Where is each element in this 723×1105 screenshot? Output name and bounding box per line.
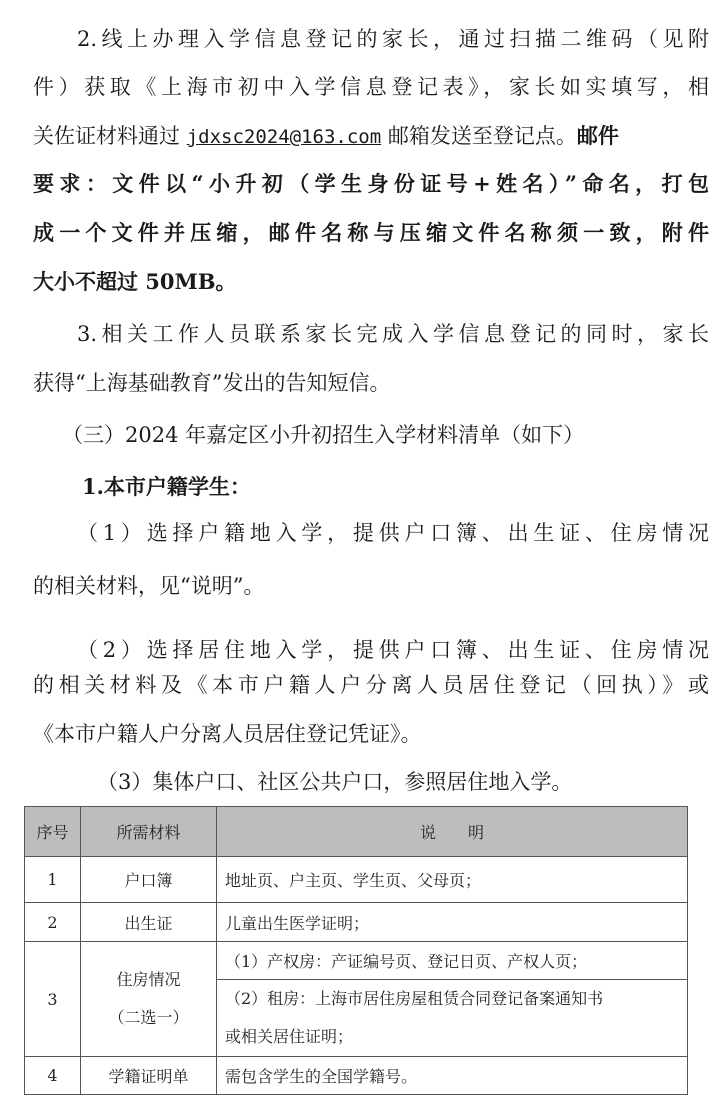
paragraph-line: 《本市户籍人户分离人员居住登记凭证》。 <box>33 722 422 746</box>
text-span: 关佐证材料通过 <box>33 124 180 148</box>
paragraph-line: 要求：文件以“小升初（学生身份证号+姓名）”命名，打包 <box>33 171 709 196</box>
paragraph-line: 的相关材料及《本市户籍人户分离人员居住登记（回执）》或 <box>33 673 709 697</box>
materials-table <box>24 806 688 1095</box>
desc-line: （2）租房：上海市居住房屋租赁合同登记备案通知书 <box>225 989 604 1008</box>
table-row <box>25 903 688 942</box>
paragraph-line: 成一个文件并压缩，邮件名称与压缩文件名称须一致，附件 <box>33 220 709 245</box>
subsection-heading: 1.本市户籍学生： <box>82 474 251 499</box>
paragraph-line: （2）选择居住地入学，提供户口簿、出生证、住房情况 <box>77 638 709 662</box>
desc-line: 或相关居住证明； <box>225 1027 354 1046</box>
paragraph-line: 3.相关工作人员联系家长完成入学信息登记的同时，家长 <box>77 322 709 346</box>
paragraph-line <box>0 118 723 155</box>
cell-material <box>81 942 217 1057</box>
header-desc: 说 明 <box>217 807 688 857</box>
cell-desc <box>217 980 688 1057</box>
paragraph-line: 2.线上办理入学信息登记的家长，通过扫描二维码（见附 <box>77 27 709 51</box>
table-header-row <box>25 807 688 857</box>
material-note: （二选一） <box>108 1008 189 1027</box>
cell-desc: 地址页、户主页、学生页、父母页； <box>217 857 688 903</box>
paragraph-line: 获得“上海基础教育”发出的告知短信。 <box>33 371 391 395</box>
cell-material: 学籍证明单 <box>81 1057 217 1095</box>
material-name: 住房情况 <box>116 970 181 989</box>
cell-no: 1 <box>25 857 81 903</box>
text-span: 邮件 <box>576 123 619 148</box>
paragraph-line: （3）集体户口、社区公共户口，参照居住地入学。 <box>97 770 573 794</box>
cell-material: 户口簿 <box>81 857 217 903</box>
paragraph-line: 的相关材料，见“说明”。 <box>33 574 265 598</box>
email-link[interactable]: jdxsc2024@163.com <box>186 126 382 148</box>
cell-no: 4 <box>25 1057 81 1095</box>
cell-desc: 需包含学生的全国学籍号。 <box>217 1057 688 1095</box>
paragraph-line: （1）选择户籍地入学，提供户口簿、出生证、住房情况 <box>77 521 709 545</box>
cell-no: 3 <box>25 942 81 1057</box>
header-no: 序号 <box>25 807 81 857</box>
paragraph-line: 大小不超过 50MB。 <box>33 269 237 294</box>
cell-no: 2 <box>25 903 81 942</box>
paragraph-line: 件）获取《上海市初中入学信息登记表》，家长如实填写，相 <box>33 75 709 99</box>
section-heading: （三）2024 年嘉定区小升初招生入学材料清单（如下） <box>62 423 585 447</box>
cell-desc: （1）产权房：产证编号页、登记日页、产权人页； <box>217 942 688 980</box>
table-row <box>25 942 688 980</box>
table-row <box>25 1057 688 1095</box>
cell-desc: 儿童出生医学证明； <box>217 903 688 942</box>
cell-material: 出生证 <box>81 903 217 942</box>
text-span: 邮箱发送至登记点。 <box>387 124 577 148</box>
header-material: 所需材料 <box>81 807 217 857</box>
table-row <box>25 857 688 903</box>
